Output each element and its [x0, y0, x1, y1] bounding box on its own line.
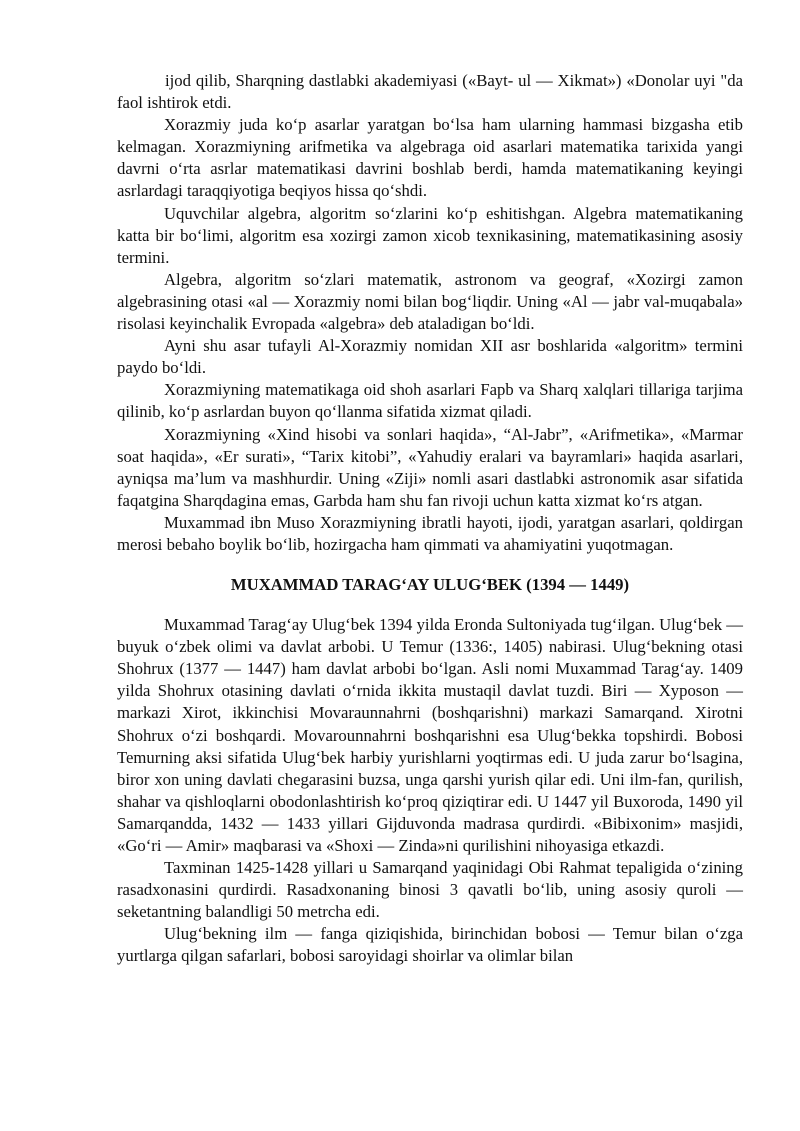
paragraph-observatory: Taxminan 1425-1428 yillari u Samarqand yaqinidagi Obi Rahmat tepaligida o‘zining rasadxonasini qurdirdi. Rasadxonaning binosi 3 qavatli bo‘lib, uning asosiy quroli — seketantning balandligi 50 metrcha edi. [117, 858, 743, 922]
paragraph-works: Xorazmiy juda ko‘p asarlar yaratgan bo‘lsa ham ularning hammasi bizgasha etib kelmagan. Xorazmiyning arifmetika va algebraga oid asarlari matematika tarixida yangi davrni o‘rta asrlar matematikasi davrini boshlab berdi, hamda matematikaning keyingi asrlardagi taraqqiyotiga beqiyos hissa qo‘shdi. [117, 115, 743, 201]
paragraph-translations: Xorazmiyning matematikaga oid shoh asarlari Fapb va Sharq xalqlari tillariga tarjima qilinib, ko‘p asrlardan buyon qo‘llanma sifatida xizmat qiladi. [117, 380, 743, 422]
paragraph-ulugbek-biography: Muxammad Tarag‘ay Ulug‘bek 1394 yilda Eronda Sultoniyada tug‘ilgan. Ulug‘bek — buyuk o‘zbek olimi va davlat arbobi. U Temur (1336:, 1405) nabirasi. Ulug‘bekning otasi Shohrux (1377 — 1447) ham davlat arbobi bo‘lgan. Asli nomi Muxammad Tarag‘ay. 1409 yilda Shohrux otasining davlati o‘rnida ikkita mustaqil davlat tuzdi. Biri — Xyposon — markazi Xirot, ikkinchisi Movaraunnahrni (boshqarishni) markazi Samarqand. Xirotni Shohrux o‘zi boshqardi. Movarounnahrni boshqarishni esa Ulug‘bekka topshirdi. Bobosi Temurning aksi sifatida Ulug‘bek harbiy yurishlarni yoqtirmas edi. U juda zarur bo‘lsagina, biror xon uning davlati chegarasini buzsa, unga qarshi yurish qilar edi. Uni ilm-fan, qurilish, shahar va qishloqlarni obodonlashtirish ko‘proq qiziqtirar edi. U 1447 yil Buxoroda, 1490 yil Samarqandda, 1432 — 1433 yillari Gijduvonda madrasa qurdirdi. «Bibixonim» masjidi, «Go‘ri — Amir» maqbarasi va «Shoxi — Zinda»ni qurilishini nihoyasiga etkazdi. [117, 615, 743, 855]
paragraph-algebra-origin: Algebra, algoritm so‘zlari matematik, astronom va geograf, «Xozirgi zamon algebrasining otasi «al — Xorazmiy nomi bilan bog‘liqdir. Uning «Al — jabr val-muqabala» risolasi keyinchalik Evropada «algebra» deb ataladigan bo‘ldi. [117, 269, 743, 334]
paragraph-legacy: Muxammad ibn Muso Xorazmiyning ibratli hayoti, ijodi, yaratgan asarlari, qoldirgan merosi bebaho boylik bo‘lib, hozirgacha ham qimmati va ahamiyatini yuqotmagan. [117, 512, 743, 554]
paragraph-famous-works: Xorazmiyning «Xind hisobi va sonlari haqida», “Al-Jabr”, «Arifmetika», «Marmar soat haqida», «Er surati», “Tarix kitobi”, «Yahudiy eralari va bayramlari» haqida asarlari, ayniqsa ma’lum va mashhurdir. Uning «Ziji» nomli asari dastlabki astronomik asar sifatida faqatgina Sharqdagina emas, Garbda ham shu fan rivoji uchun katta xizmat ko‘rs atgan. [117, 424, 743, 510]
paragraph-continuation: ijod qilib, Sharqning dastlabki akademiyasi («Bayt- ul — Xikmat») «Donolar uyi "da faol ishtirok etdi. [117, 71, 743, 113]
paragraph-algorithm-term: Ayni shu asar tufayli Al-Xorazmiy nomidan XII asr boshlarida «algoritm» termini paydo bo‘ldi. [117, 336, 743, 378]
paragraph-algebra-terms: Uquvchilar algebra, algoritm so‘zlarini ko‘p eshitishgan. Algebra matematikaning katta bir bo‘limi, algoritm esa xozirgi zamon xicob texnikasining, matematikasining asosiy termini. [117, 203, 743, 267]
section-heading: MUXAMMAD TARAG‘AY ULUG‘BEK (1394 — 1449) [230, 575, 630, 595]
paragraph-interest-science: Ulug‘bekning ilm — fanga qiziqishida, birinchidan bobosi — Temur bilan o‘zga yurtlarga qilgan safarlari, bobosi saroyidagi shoirlar va olimlar bilan [117, 924, 743, 966]
